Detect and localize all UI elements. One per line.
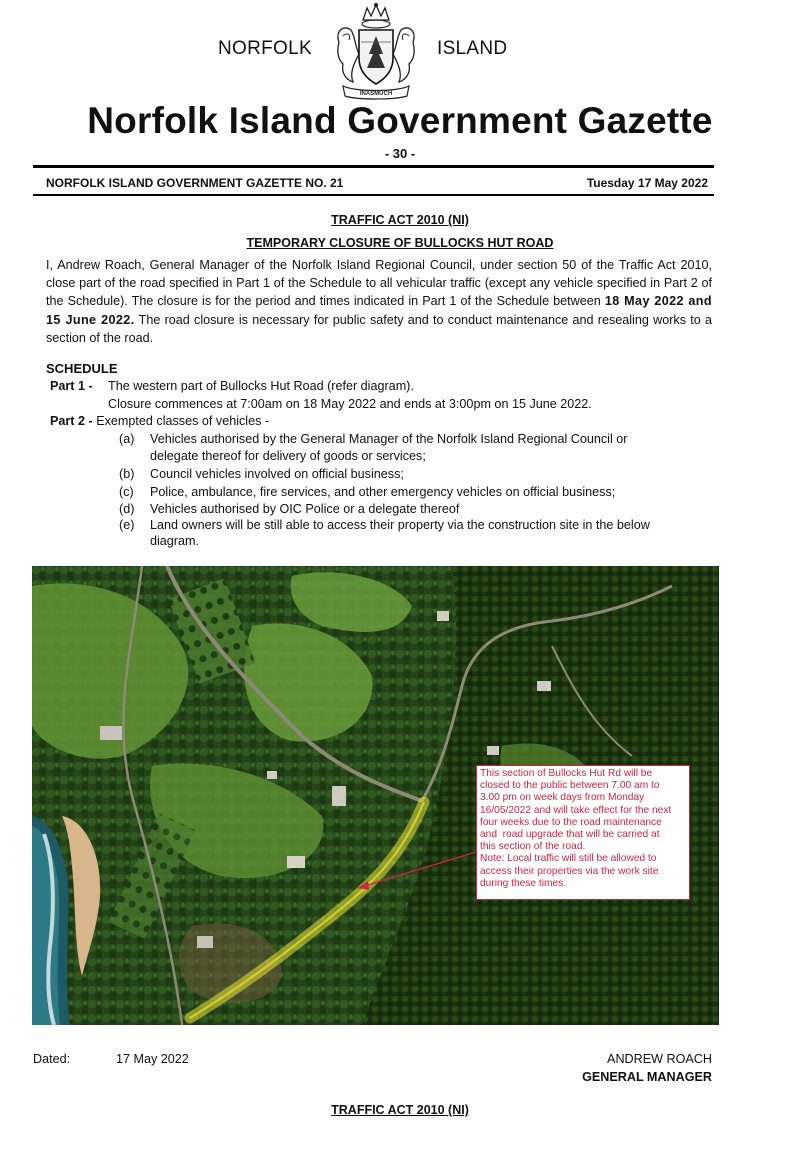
signatory-title: GENERAL MANAGER (582, 1070, 712, 1084)
notice-paragraph-part-1: I, Andrew Roach, General Manager of the Norfolk Island Regional Council, under section 50 of the Traffic Act 2010, close part of the road specified in Part 1 of the Schedule to all vehicular traffic (except any vehicle specified in Part 2 of the Schedule). The closure is for the period and times indicated in Part 1 of the Schedule between (46, 258, 712, 309)
notice-heading: TEMPORARY CLOSURE OF BULLOCKS HUT ROAD (246, 236, 554, 250)
signatory-name: ANDREW ROACH (607, 1052, 712, 1066)
item-b-line-1: Council vehicles involved on official business; (150, 467, 404, 481)
item-d-line-1: Vehicles authorised by OIC Police or a delegate thereof (150, 502, 460, 516)
part2-heading (50, 414, 269, 428)
callout-line: during these times. (480, 877, 567, 889)
next-act-heading: TRAFFIC ACT 2010 (NI) (331, 1103, 469, 1117)
item-a-line-2: delegate thereof for delivery of goods or services; (150, 449, 426, 463)
header-rule-bottom (33, 194, 714, 196)
part1-line-2: Closure commences at 7:00am on 18 May 2022 and ends at 3:00pm on 15 June 2022. (108, 397, 592, 411)
gazette-title: Norfolk Island Government Gazette (87, 100, 713, 141)
schedule-title: SCHEDULE (46, 361, 118, 376)
page-number: - 30 - (384, 146, 416, 161)
item-d-letter: (d) (119, 502, 135, 516)
callout-line: This section of Bullocks Hut Rd will be (480, 768, 653, 779)
part1-label: Part 1 - (50, 379, 93, 393)
callout-line: access their properties via the work site (480, 865, 659, 877)
gazette-date: Tuesday 17 May 2022 (586, 176, 708, 190)
crest-motto: INASMUCH (359, 91, 393, 97)
callout-line: closed to the public between 7.00 am to (480, 780, 660, 792)
item-c-letter: (c) (119, 485, 134, 499)
dated-label: Dated: (33, 1052, 71, 1066)
item-a-letter: (a) (119, 432, 135, 446)
part2-label: Part 2 - (50, 414, 93, 428)
item-e-letter: (e) (119, 518, 135, 532)
item-e-line-1: Land owners will be still able to access their property via the construction site in the below (150, 518, 650, 532)
header-rule-top (33, 165, 714, 168)
item-b-letter: (b) (119, 467, 135, 481)
item-a-line-1: Vehicles authorised by the General Manager of the Norfolk Island Regional Council or (150, 432, 628, 446)
item-c-line-1: Police, ambulance, fire services, and other emergency vehicles on official business; (150, 485, 616, 499)
callout-line: this section of the road. (480, 841, 586, 853)
callout-line: four weeks due to the road maintenance (480, 816, 662, 828)
header-island-word: ISLAND (437, 38, 508, 59)
callout-line: and road upgrade that will be carried at (480, 829, 660, 841)
coat-of-arms-icon (325, 2, 427, 100)
notice-paragraph-part-2: The road closure is necessary for public safety and to conduct maintenance and resealing works to a section of the road. (46, 312, 712, 345)
part1-line-1: The western part of Bullocks Hut Road (refer diagram). (108, 379, 414, 393)
closure-dates: 18 May 2022 and 15 June 2022. (46, 294, 712, 327)
dated-value: 17 May 2022 (116, 1052, 189, 1066)
road-closure-callout (476, 765, 690, 900)
header-norfolk-word: NORFOLK (218, 38, 312, 59)
callout-line: Note: Local traffic will still be allowed to (480, 853, 657, 865)
act-heading: TRAFFIC ACT 2010 (NI) (331, 213, 469, 227)
notice-paragraph (46, 256, 712, 347)
part2-text: Exempted classes of vehicles - (96, 414, 270, 428)
callout-line: 3.00 pm on week days from Monday (480, 792, 645, 804)
item-e-line-2: diagram. (150, 534, 199, 548)
callout-line: 16/05/2022 and will take effect for the next (480, 804, 672, 816)
gazette-number: NORFOLK ISLAND GOVERNMENT GAZETTE NO. 21 (46, 176, 344, 190)
